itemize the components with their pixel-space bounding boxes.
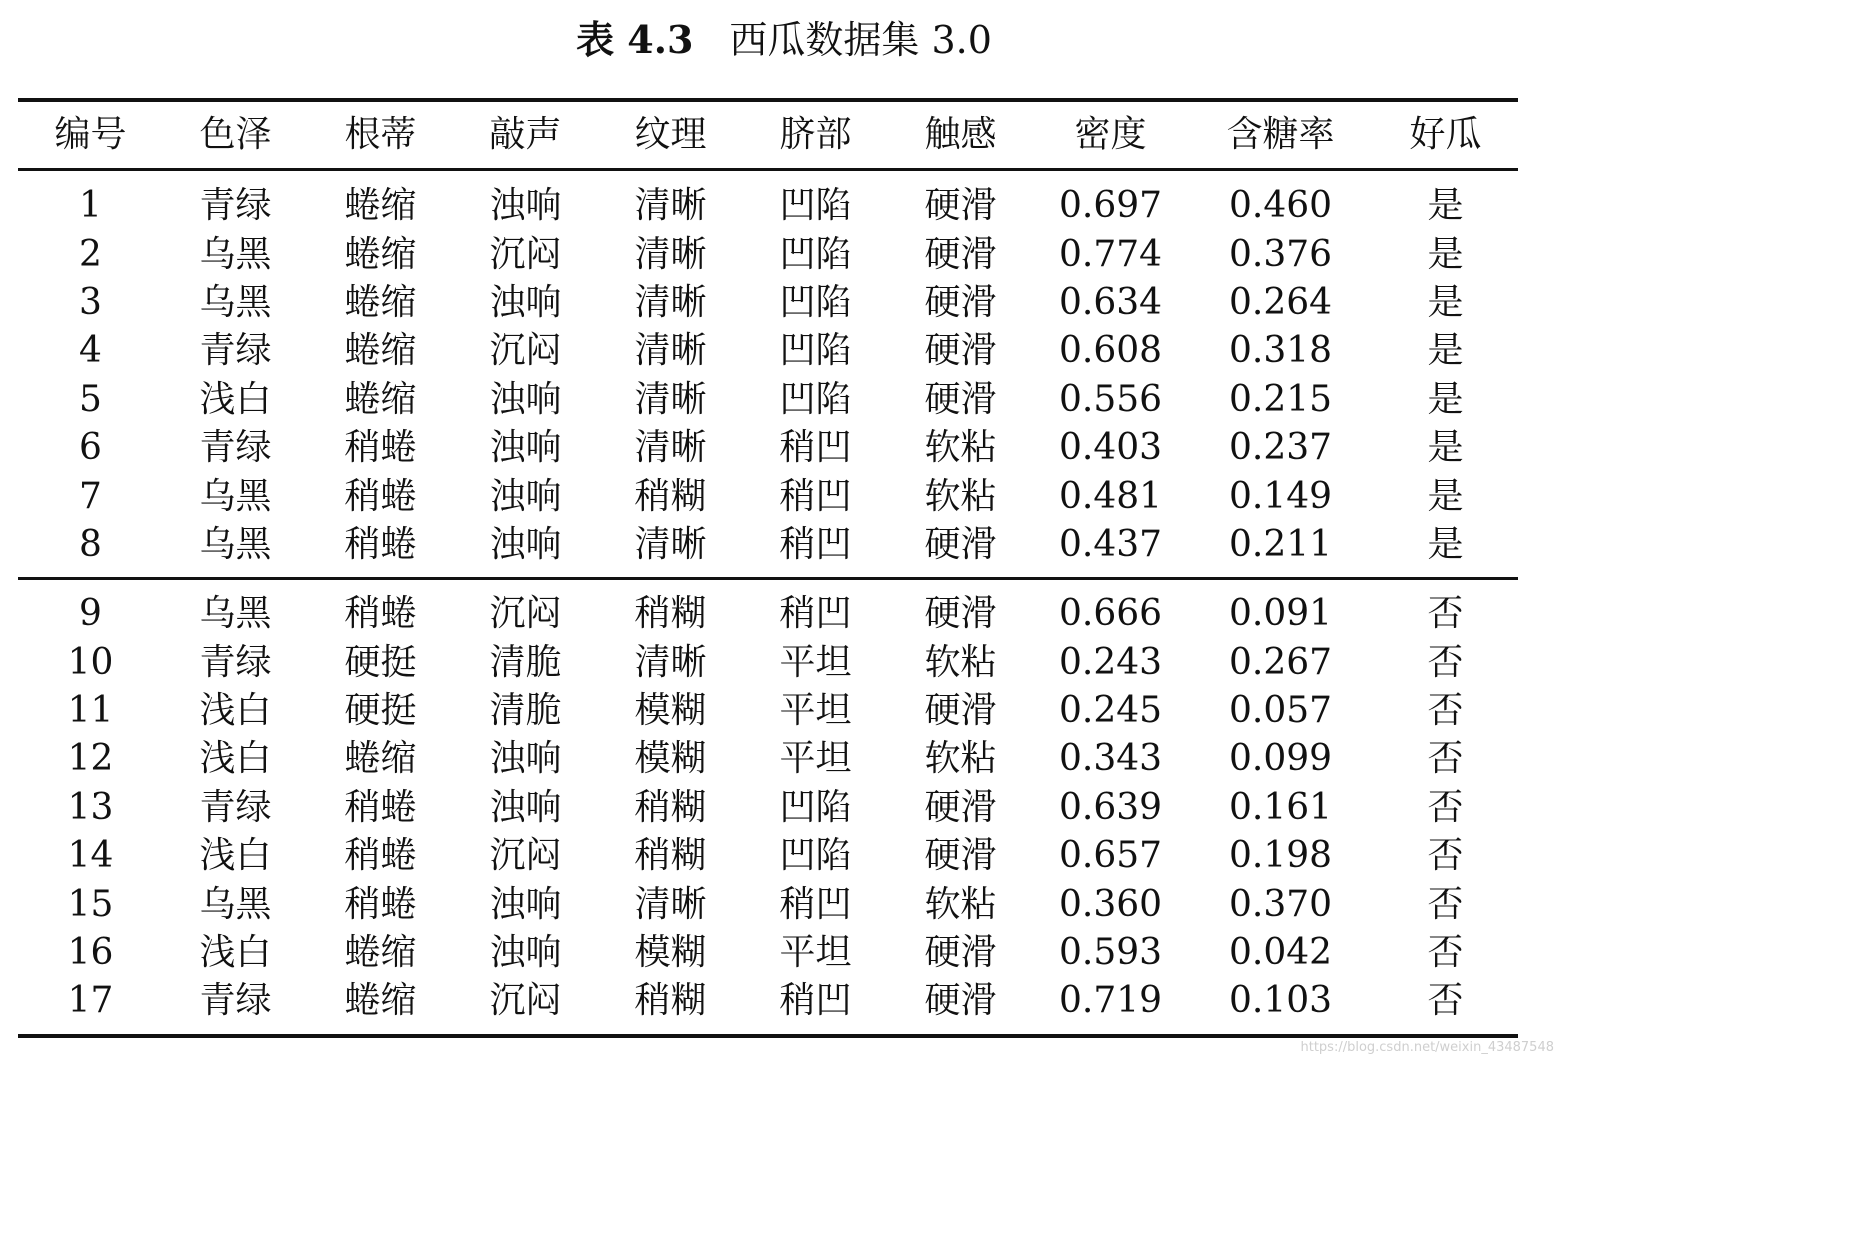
cell-sugar: 0.211 — [1228, 523, 1333, 565]
cell-id: 5 — [79, 378, 102, 420]
cell-sound: 浊响 — [489, 883, 562, 925]
cell-touch: 软粘 — [924, 738, 997, 780]
cell-density: 0.243 — [1058, 641, 1163, 683]
cell-color: 浅白 — [199, 689, 272, 731]
cell-touch: 硬滑 — [924, 523, 997, 565]
cell-id: 17 — [67, 980, 114, 1022]
cell-sound: 清脆 — [489, 689, 562, 731]
cell-root: 蜷缩 — [344, 233, 417, 275]
cell-texture: 清晰 — [634, 641, 707, 683]
cell-sound: 清脆 — [489, 641, 562, 683]
cell-label: 是 — [1427, 185, 1464, 227]
table-row — [18, 424, 1518, 472]
table-row — [18, 735, 1518, 783]
cell-root: 稍蜷 — [344, 593, 417, 635]
cell-label: 否 — [1427, 835, 1464, 877]
table-row — [18, 929, 1518, 977]
cell-sugar: 0.370 — [1228, 883, 1333, 925]
cell-label: 否 — [1427, 593, 1464, 635]
cell-sound: 浊响 — [489, 281, 562, 323]
cell-label: 否 — [1427, 931, 1464, 973]
table-row — [18, 832, 1518, 880]
header-cell-sound: 敲声 — [489, 114, 562, 155]
cell-sound: 沉闷 — [489, 980, 562, 1022]
cell-id: 12 — [67, 738, 114, 780]
cell-touch: 软粘 — [924, 427, 997, 469]
cell-sugar: 0.267 — [1228, 641, 1333, 683]
cell-texture: 模糊 — [634, 738, 707, 780]
cell-root: 稍蜷 — [344, 427, 417, 469]
cell-sugar: 0.318 — [1228, 330, 1333, 372]
cell-root: 稍蜷 — [344, 835, 417, 877]
cell-id: 2 — [79, 233, 102, 275]
cell-id: 4 — [79, 330, 102, 372]
cell-color: 乌黑 — [199, 593, 272, 635]
table-row — [18, 376, 1518, 424]
cell-sugar: 0.237 — [1228, 427, 1333, 469]
cell-touch: 硬滑 — [924, 378, 997, 420]
cell-sugar: 0.091 — [1228, 593, 1333, 635]
cell-color: 青绿 — [199, 641, 272, 683]
cell-id: 11 — [67, 689, 114, 731]
cell-navel: 平坦 — [779, 689, 852, 731]
cell-density: 0.360 — [1058, 883, 1163, 925]
cell-texture: 清晰 — [634, 883, 707, 925]
cell-navel: 凹陷 — [779, 185, 852, 227]
cell-density: 0.657 — [1058, 835, 1163, 877]
cell-density: 0.437 — [1058, 523, 1163, 565]
cell-touch: 硬滑 — [924, 185, 997, 227]
cell-root: 蜷缩 — [344, 330, 417, 372]
cell-sugar: 0.215 — [1228, 378, 1333, 420]
cell-color: 青绿 — [199, 980, 272, 1022]
table-row — [18, 638, 1518, 686]
cell-color: 乌黑 — [199, 883, 272, 925]
cell-touch: 硬滑 — [924, 689, 997, 731]
cell-touch: 软粘 — [924, 883, 997, 925]
cell-label: 是 — [1427, 330, 1464, 372]
cell-sound: 浊响 — [489, 427, 562, 469]
cell-touch: 硬滑 — [924, 786, 997, 828]
table-row — [18, 687, 1518, 735]
header-cell-sugar: 含糖率 — [1226, 114, 1335, 155]
cell-root: 蜷缩 — [344, 738, 417, 780]
cell-root: 蜷缩 — [344, 980, 417, 1022]
cell-id: 10 — [67, 641, 114, 683]
cell-navel: 稍凹 — [779, 427, 852, 469]
cell-id: 1 — [79, 185, 102, 227]
cell-sugar: 0.149 — [1228, 475, 1333, 517]
cell-touch: 硬滑 — [924, 233, 997, 275]
cell-navel: 凹陷 — [779, 281, 852, 323]
table-body-positive — [18, 182, 1518, 569]
cell-color: 乌黑 — [199, 475, 272, 517]
cell-label: 是 — [1427, 475, 1464, 517]
cell-density: 0.556 — [1058, 378, 1163, 420]
cell-id: 6 — [79, 427, 102, 469]
cell-density: 0.343 — [1058, 738, 1163, 780]
cell-color: 浅白 — [199, 835, 272, 877]
cell-touch: 硬滑 — [924, 281, 997, 323]
cell-navel: 稍凹 — [779, 883, 852, 925]
cell-density: 0.593 — [1058, 931, 1163, 973]
cell-label: 否 — [1427, 641, 1464, 683]
cell-sugar: 0.057 — [1228, 689, 1333, 731]
cell-color: 浅白 — [199, 931, 272, 973]
cell-sugar: 0.099 — [1228, 738, 1333, 780]
header-row — [18, 104, 1518, 166]
cell-label: 否 — [1427, 786, 1464, 828]
cell-color: 浅白 — [199, 738, 272, 780]
cell-density: 0.403 — [1058, 427, 1163, 469]
cell-sound: 浊响 — [489, 786, 562, 828]
cell-touch: 硬滑 — [924, 835, 997, 877]
cell-texture: 清晰 — [634, 233, 707, 275]
cell-texture: 清晰 — [634, 523, 707, 565]
table-caption — [0, 14, 1568, 66]
cell-root: 硬挺 — [344, 641, 417, 683]
cell-navel: 平坦 — [779, 641, 852, 683]
header-cell-density: 密度 — [1074, 114, 1147, 155]
cell-density: 0.719 — [1058, 980, 1163, 1022]
cell-color: 乌黑 — [199, 523, 272, 565]
cell-label: 否 — [1427, 689, 1464, 731]
cell-navel: 稍凹 — [779, 523, 852, 565]
cell-texture: 模糊 — [634, 931, 707, 973]
cell-sound: 沉闷 — [489, 593, 562, 635]
table-body-negative — [18, 590, 1518, 1026]
cell-root: 稍蜷 — [344, 523, 417, 565]
cell-navel: 凹陷 — [779, 835, 852, 877]
cell-touch: 硬滑 — [924, 980, 997, 1022]
cell-label: 是 — [1427, 523, 1464, 565]
cell-label: 是 — [1427, 378, 1464, 420]
table-row — [18, 472, 1518, 520]
table-row — [18, 521, 1518, 569]
table-row — [18, 327, 1518, 375]
cell-color: 乌黑 — [199, 233, 272, 275]
cell-texture: 稍糊 — [634, 980, 707, 1022]
bottom-rule — [18, 1034, 1518, 1038]
cell-sound: 沉闷 — [489, 233, 562, 275]
cell-sugar: 0.264 — [1228, 281, 1333, 323]
cell-density: 0.608 — [1058, 330, 1163, 372]
cell-density: 0.774 — [1058, 233, 1163, 275]
table-row — [18, 784, 1518, 832]
cell-texture: 清晰 — [634, 378, 707, 420]
cell-sugar: 0.460 — [1228, 185, 1333, 227]
cell-sound: 沉闷 — [489, 835, 562, 877]
cell-sugar: 0.161 — [1228, 786, 1333, 828]
table-title: 西瓜数据集 3.0 — [729, 18, 992, 62]
cell-density: 0.481 — [1058, 475, 1163, 517]
cell-navel: 平坦 — [779, 931, 852, 973]
table-row — [18, 182, 1518, 230]
cell-id: 7 — [79, 475, 102, 517]
cell-sugar: 0.198 — [1228, 835, 1333, 877]
cell-label: 是 — [1427, 281, 1464, 323]
cell-root: 蜷缩 — [344, 185, 417, 227]
header-cell-id: 编号 — [54, 114, 127, 155]
cell-navel: 凹陷 — [779, 786, 852, 828]
cell-sugar: 0.042 — [1228, 931, 1333, 973]
cell-texture: 清晰 — [634, 427, 707, 469]
cell-id: 3 — [79, 281, 102, 323]
cell-root: 硬挺 — [344, 689, 417, 731]
header-cell-label: 好瓜 — [1409, 114, 1482, 155]
cell-navel: 稍凹 — [779, 593, 852, 635]
cell-label: 否 — [1427, 738, 1464, 780]
cell-touch: 硬滑 — [924, 330, 997, 372]
cell-id: 16 — [67, 931, 114, 973]
header-cell-touch: 触感 — [924, 114, 997, 155]
cell-root: 蜷缩 — [344, 281, 417, 323]
cell-sound: 浊响 — [489, 475, 562, 517]
cell-navel: 平坦 — [779, 738, 852, 780]
cell-root: 蜷缩 — [344, 931, 417, 973]
cell-color: 青绿 — [199, 330, 272, 372]
cell-texture: 稍糊 — [634, 475, 707, 517]
cell-root: 蜷缩 — [344, 378, 417, 420]
cell-texture: 模糊 — [634, 689, 707, 731]
table-row — [18, 279, 1518, 327]
cell-sound: 浊响 — [489, 378, 562, 420]
cell-texture: 清晰 — [634, 281, 707, 323]
header-cell-color: 色泽 — [199, 114, 272, 155]
table-header — [18, 104, 1518, 166]
cell-texture: 稍糊 — [634, 835, 707, 877]
cell-texture: 稍糊 — [634, 786, 707, 828]
cell-density: 0.666 — [1058, 593, 1163, 635]
header-rule — [18, 168, 1518, 171]
cell-label: 是 — [1427, 233, 1464, 275]
cell-touch: 软粘 — [924, 641, 997, 683]
cell-root: 稍蜷 — [344, 475, 417, 517]
table-row — [18, 880, 1518, 928]
cell-label: 否 — [1427, 980, 1464, 1022]
cell-sugar: 0.103 — [1228, 980, 1333, 1022]
cell-label: 否 — [1427, 883, 1464, 925]
cell-sound: 浊响 — [489, 523, 562, 565]
header-cell-navel: 脐部 — [779, 114, 852, 155]
watermark: https://blog.csdn.net/weixin_43487548 — [1300, 1040, 1554, 1055]
cell-id: 13 — [67, 786, 114, 828]
table-row — [18, 590, 1518, 638]
cell-sound: 浊响 — [489, 185, 562, 227]
cell-texture: 清晰 — [634, 185, 707, 227]
cell-id: 9 — [79, 593, 102, 635]
cell-density: 0.634 — [1058, 281, 1163, 323]
cell-id: 15 — [67, 883, 114, 925]
cell-texture: 清晰 — [634, 330, 707, 372]
cell-density: 0.697 — [1058, 185, 1163, 227]
cell-id: 8 — [79, 523, 102, 565]
cell-color: 青绿 — [199, 185, 272, 227]
table-number: 表 4.3 — [576, 17, 694, 62]
cell-density: 0.639 — [1058, 786, 1163, 828]
cell-color: 浅白 — [199, 378, 272, 420]
group-divider-rule — [18, 577, 1518, 580]
cell-sound: 沉闷 — [489, 330, 562, 372]
cell-color: 青绿 — [199, 427, 272, 469]
cell-navel: 凹陷 — [779, 330, 852, 372]
cell-color: 乌黑 — [199, 281, 272, 323]
table-row — [18, 977, 1518, 1025]
cell-navel: 稍凹 — [779, 980, 852, 1022]
header-cell-texture: 纹理 — [634, 114, 707, 155]
cell-sound: 浊响 — [489, 738, 562, 780]
cell-density: 0.245 — [1058, 689, 1163, 731]
cell-root: 稍蜷 — [344, 786, 417, 828]
cell-color: 青绿 — [199, 786, 272, 828]
cell-touch: 硬滑 — [924, 931, 997, 973]
header-cell-root: 根蒂 — [344, 114, 417, 155]
cell-id: 14 — [67, 835, 114, 877]
cell-texture: 稍糊 — [634, 593, 707, 635]
cell-root: 稍蜷 — [344, 883, 417, 925]
cell-touch: 软粘 — [924, 475, 997, 517]
cell-sugar: 0.376 — [1228, 233, 1333, 275]
cell-navel: 稍凹 — [779, 475, 852, 517]
cell-sound: 浊响 — [489, 931, 562, 973]
table-row — [18, 230, 1518, 278]
cell-touch: 硬滑 — [924, 593, 997, 635]
cell-label: 是 — [1427, 427, 1464, 469]
cell-navel: 凹陷 — [779, 233, 852, 275]
cell-navel: 凹陷 — [779, 378, 852, 420]
top-rule — [18, 98, 1518, 102]
